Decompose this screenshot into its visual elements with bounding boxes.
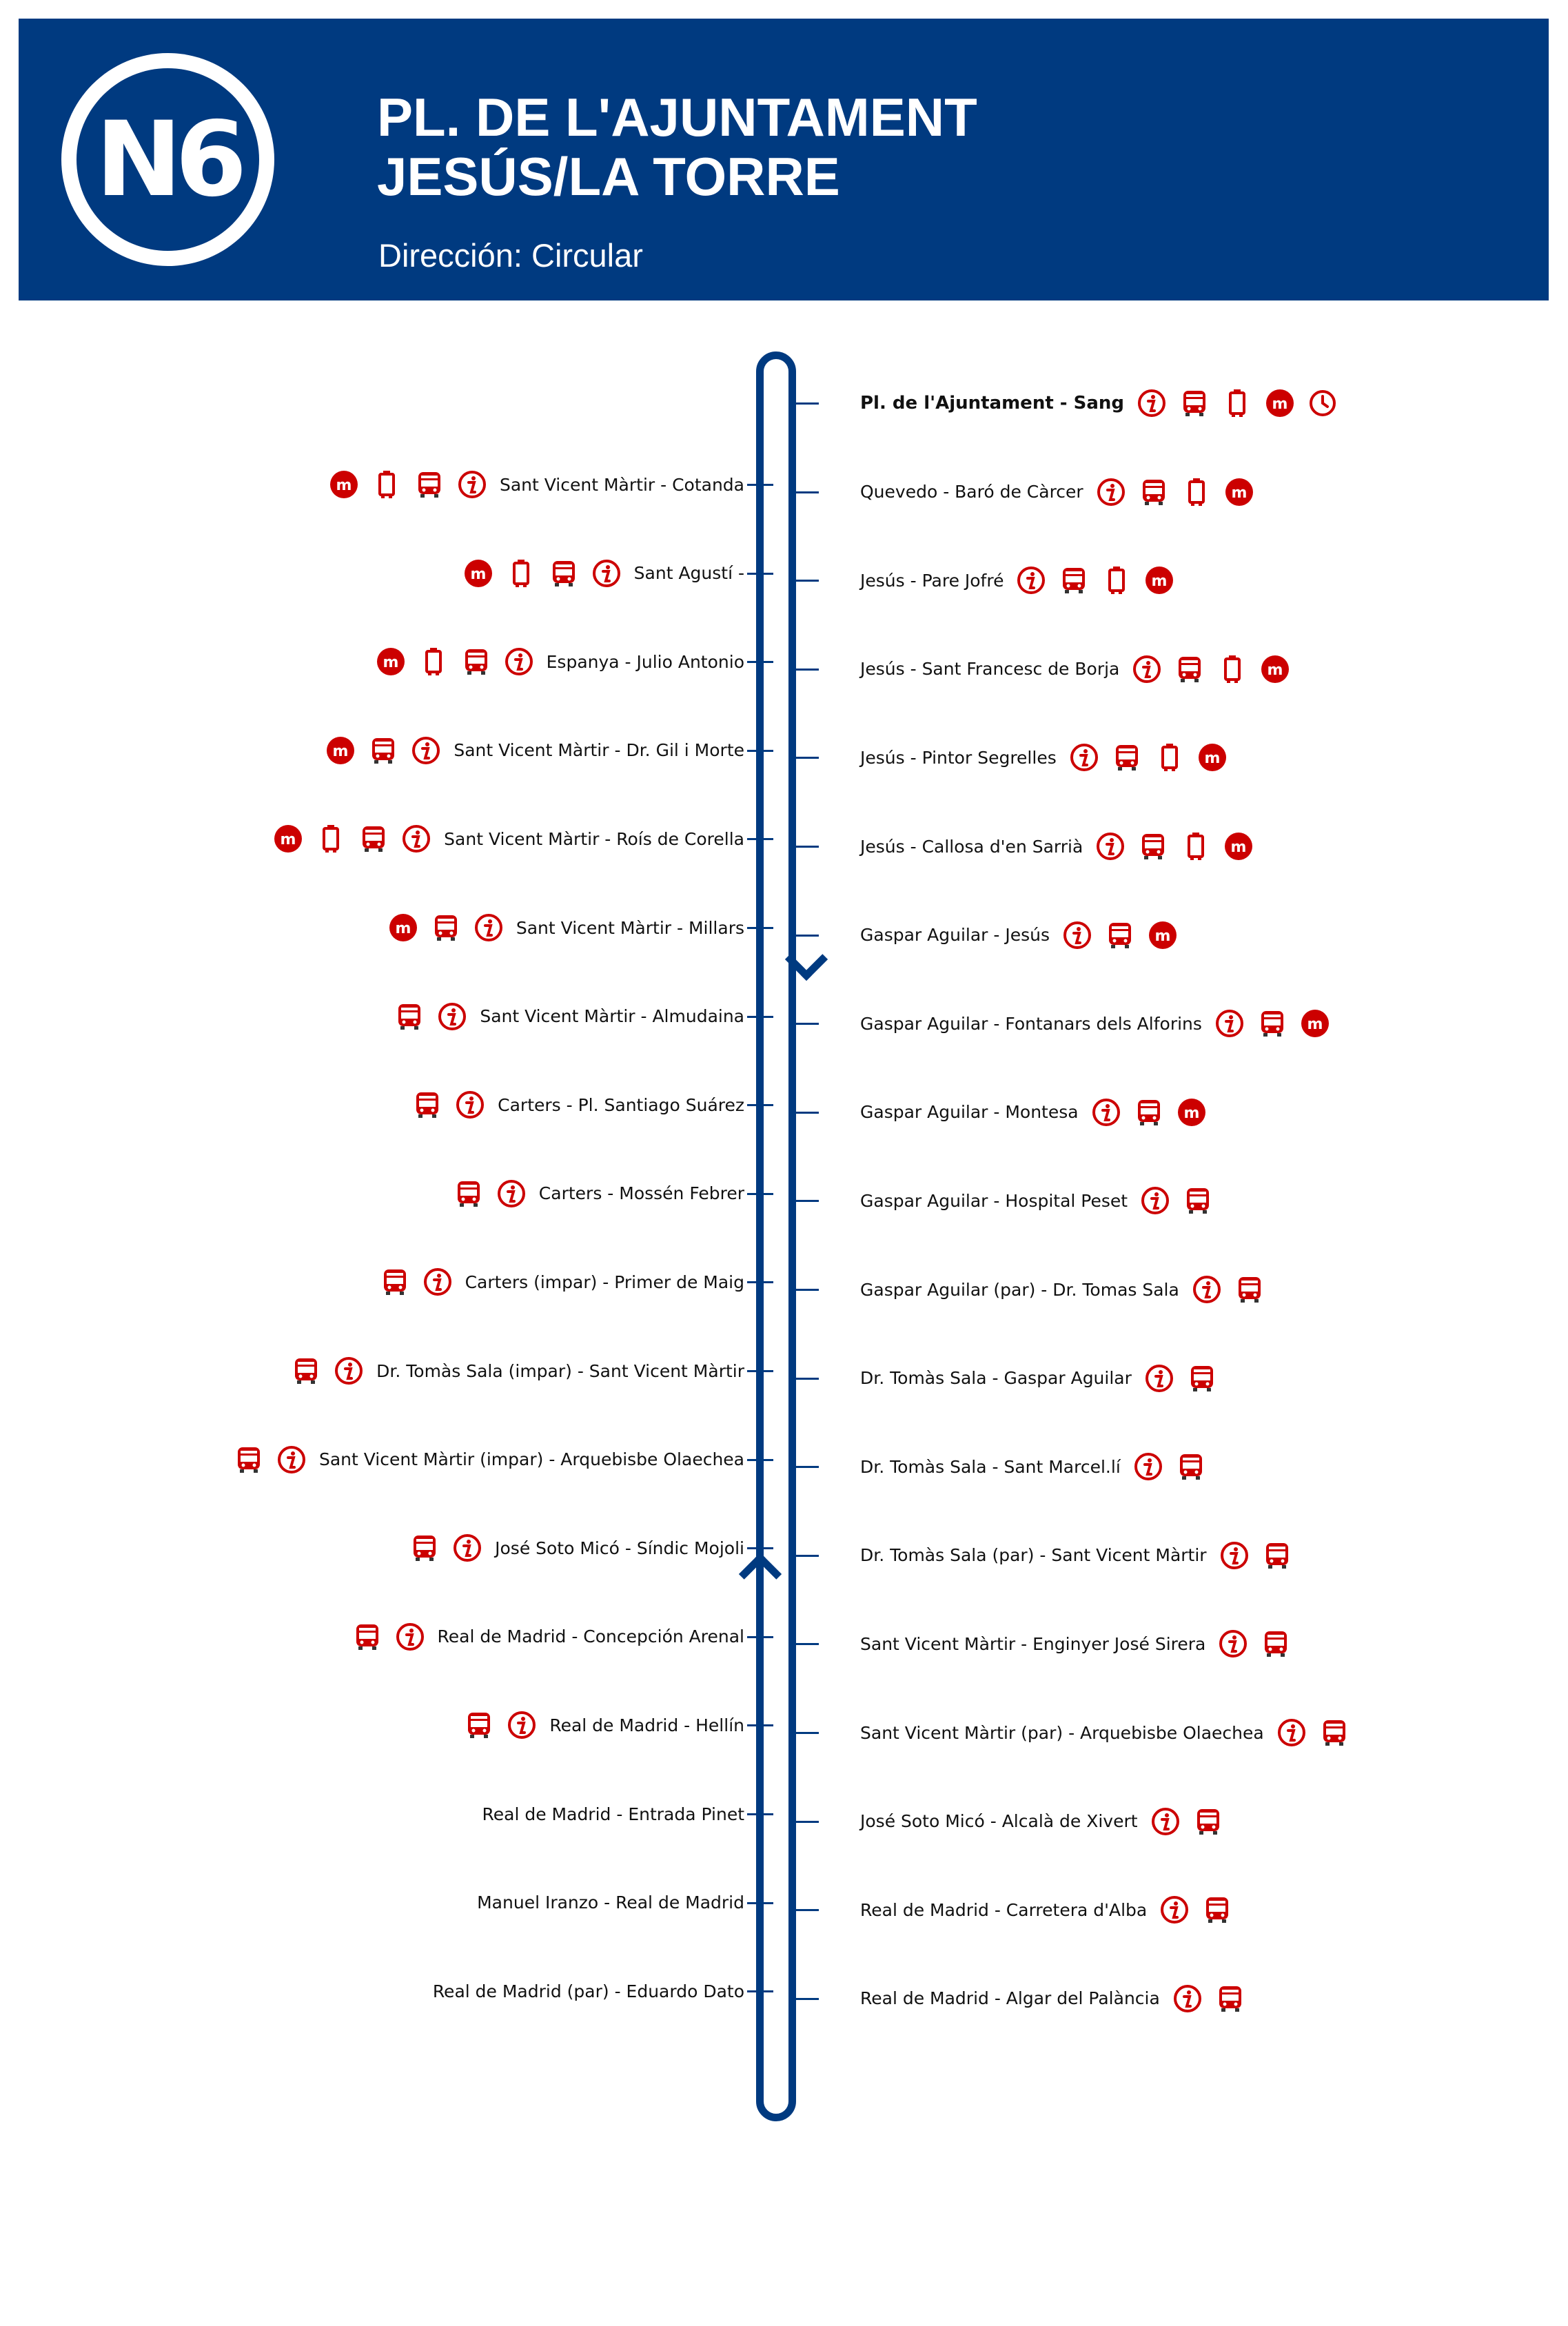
bus-icon — [412, 1090, 442, 1120]
info-icon — [1091, 1097, 1121, 1128]
bus-icon — [1193, 1806, 1223, 1837]
bus-icon — [368, 735, 398, 766]
stop-tick — [747, 1193, 773, 1195]
stop-tick — [747, 1459, 773, 1461]
stop-label: Real de Madrid - Carretera d'Alba — [860, 1899, 1148, 1920]
stop-label: Real de Madrid (par) - Eduardo Dato — [432, 1981, 744, 2001]
stop-tick — [747, 1016, 773, 1018]
metro-icon — [463, 558, 493, 589]
stop-icons — [1159, 1895, 1232, 1925]
bus-icon — [1176, 1451, 1206, 1482]
metro-icon — [273, 824, 303, 854]
line-badge — [61, 53, 274, 266]
stop-icons — [1091, 1097, 1207, 1128]
stop-outbound[interactable] — [860, 1180, 1213, 1221]
stop-outbound[interactable] — [860, 1801, 1223, 1842]
stop-label: Gaspar Aguilar - Jesús — [860, 925, 1050, 946]
stop-outbound[interactable] — [860, 1269, 1265, 1310]
info-icon — [1192, 1274, 1222, 1305]
stop-icons — [234, 1445, 307, 1475]
taxi-icon — [418, 646, 449, 677]
stop-return[interactable] — [376, 641, 744, 682]
stop-icons — [1062, 920, 1178, 950]
stop-tick — [793, 1200, 819, 1202]
stop-tick — [793, 402, 819, 405]
stop-tick — [747, 1990, 773, 1992]
route-title-line2: JESÚS/LA TORRE — [377, 146, 840, 207]
stop-label: Gaspar Aguilar - Fontanars dels Alforins — [860, 1013, 1202, 1034]
stop-label: Sant Vicent Màrtir - Roís de Corella — [444, 828, 744, 849]
stop-icons — [1218, 1629, 1291, 1659]
svg-text:m: m — [332, 742, 349, 760]
stop-tick — [747, 1370, 773, 1372]
bus-icon — [461, 646, 491, 677]
info-icon — [1096, 477, 1126, 507]
stop-outbound[interactable] — [860, 1092, 1207, 1133]
stop-icons — [1214, 1008, 1330, 1039]
info-icon — [452, 1533, 482, 1563]
stop-tick — [793, 1289, 819, 1291]
info-icon — [437, 1001, 467, 1032]
stop-label: Sant Vicent Màrtir - Almudaina — [480, 1006, 744, 1027]
metro-icon — [1144, 565, 1174, 595]
metro-icon — [1300, 1008, 1330, 1039]
route-title-line1: PL. DE L'AJUNTAMENT — [377, 87, 977, 147]
info-icon — [1069, 742, 1099, 773]
info-icon — [504, 646, 534, 677]
stop-tick — [747, 838, 773, 840]
stop-outbound[interactable] — [860, 649, 1290, 690]
stop-tick — [793, 1555, 819, 1557]
stop-tick — [747, 1813, 773, 1815]
taxi-icon — [506, 558, 536, 589]
stop-icons — [1219, 1540, 1292, 1571]
stop-tick — [793, 757, 819, 759]
stop-label: Sant Vicent Màrtir (par) - Arquebisbe Olaechea — [860, 1722, 1264, 1743]
info-icon — [1159, 1895, 1190, 1925]
stop-tick — [747, 573, 773, 575]
stop-outbound[interactable] — [860, 826, 1254, 867]
stop-label: Jesús - Callosa d'en Sarrià — [860, 836, 1083, 857]
stop-label: Jesús - Sant Francesc de Borja — [860, 659, 1120, 680]
bus-icon — [1215, 1983, 1245, 2014]
bus-icon — [358, 824, 389, 854]
stop-outbound[interactable] — [860, 471, 1254, 513]
bus-icon — [1257, 1008, 1287, 1039]
bus-icon — [234, 1445, 264, 1475]
bus-icon — [1187, 1363, 1217, 1394]
metro-icon — [1148, 920, 1178, 950]
info-icon — [276, 1445, 307, 1475]
taxi-icon — [1222, 388, 1252, 418]
stop-outbound[interactable] — [860, 382, 1338, 424]
stop-icons — [1133, 1451, 1206, 1482]
stop-return[interactable] — [352, 1616, 745, 1657]
stop-outbound[interactable] — [860, 1003, 1330, 1044]
stop-outbound[interactable] — [860, 1535, 1292, 1576]
stop-icons — [1276, 1717, 1350, 1748]
line-badge-label: N6 — [77, 68, 259, 251]
bus-icon — [1234, 1274, 1265, 1305]
stop-icons — [376, 646, 534, 677]
stop-label: Real de Madrid - Entrada Pinet — [482, 1804, 744, 1824]
stop-label: Carters (impar) - Primer de Maig — [465, 1272, 744, 1292]
bus-icon — [454, 1179, 484, 1209]
stop-return[interactable] — [463, 553, 744, 594]
stop-return[interactable] — [409, 1527, 744, 1569]
stop-tick — [793, 1732, 819, 1734]
stop-label: Carters - Mossén Febrer — [538, 1183, 744, 1204]
info-icon — [1276, 1717, 1307, 1748]
stop-icons — [325, 735, 441, 766]
metro-icon — [1197, 742, 1228, 773]
svg-text:m: m — [1183, 1104, 1200, 1122]
bus-icon — [1134, 1097, 1164, 1128]
info-icon — [474, 912, 504, 943]
stop-tick — [793, 491, 819, 493]
info-icon — [395, 1622, 425, 1652]
stop-icons — [464, 1710, 537, 1740]
stop-return[interactable] — [380, 1261, 744, 1303]
stop-icons — [1144, 1363, 1217, 1394]
info-icon — [1218, 1629, 1248, 1659]
stop-tick — [747, 1636, 773, 1638]
stop-icons — [1150, 1806, 1223, 1837]
stop-return[interactable] — [465, 1882, 744, 1924]
stop-icons — [1140, 1185, 1213, 1216]
stop-tick — [793, 1998, 819, 2000]
stop-tick — [747, 927, 773, 929]
bus-icon — [1262, 1540, 1292, 1571]
stop-tick — [793, 669, 819, 671]
bus-icon — [1202, 1895, 1232, 1925]
route-direction: Dirección: Circular — [378, 237, 643, 274]
stop-label: Dr. Tomàs Sala (impar) - Sant Vicent Màrtir — [376, 1360, 744, 1381]
stop-label: Manuel Iranzo - Real de Madrid — [477, 1893, 744, 1913]
stop-return[interactable] — [291, 1350, 744, 1391]
taxi-icon — [316, 824, 346, 854]
info-icon — [1150, 1806, 1181, 1837]
stop-return[interactable] — [394, 996, 744, 1037]
stop-tick — [747, 1547, 773, 1549]
info-icon — [1016, 565, 1046, 595]
stop-label: Dr. Tomàs Sala (par) - Sant Vicent Màrtir — [860, 1545, 1207, 1566]
bus-icon — [431, 912, 461, 943]
stop-icons — [388, 912, 504, 943]
bus-icon — [1139, 477, 1169, 507]
stop-label: José Soto Micó - Alcalà de Xivert — [860, 1811, 1138, 1832]
svg-text:m: m — [395, 920, 411, 937]
bus-icon — [409, 1533, 440, 1563]
stop-label: Gaspar Aguilar (par) - Dr. Tomas Sala — [860, 1279, 1179, 1300]
svg-text:m: m — [383, 654, 399, 672]
stop-icons — [1137, 388, 1338, 418]
metro-icon — [1223, 831, 1254, 861]
stop-outbound[interactable] — [860, 737, 1228, 778]
stop-icons — [463, 558, 622, 589]
metro-icon — [1260, 654, 1290, 684]
stop-icons — [329, 469, 487, 500]
svg-text:m: m — [336, 477, 352, 494]
taxi-icon — [371, 469, 402, 500]
stop-return[interactable] — [464, 1704, 744, 1746]
svg-text:m: m — [1267, 661, 1283, 679]
stop-tick — [793, 1643, 819, 1645]
info-icon — [401, 824, 431, 854]
svg-text:m: m — [1231, 484, 1248, 502]
stop-icons — [291, 1356, 364, 1386]
stop-outbound[interactable] — [860, 1623, 1291, 1664]
svg-text:m: m — [1272, 396, 1288, 413]
stop-return[interactable] — [412, 1084, 744, 1125]
svg-text:m: m — [280, 831, 296, 849]
bus-icon — [1319, 1717, 1350, 1748]
bus-icon — [1059, 565, 1089, 595]
metro-icon — [329, 469, 359, 500]
stop-icons — [1096, 477, 1254, 507]
stop-label: Pl. de l'Ajuntament - Sang — [860, 393, 1125, 414]
stop-icons — [1132, 654, 1290, 684]
svg-text:m: m — [1152, 573, 1168, 591]
stop-label: Jesús - Pare Jofré — [860, 570, 1004, 591]
route-line — [756, 351, 796, 2121]
stop-return[interactable] — [420, 1970, 744, 2012]
stop-label: Gaspar Aguilar - Montesa — [860, 1102, 1079, 1123]
metro-icon — [1265, 388, 1295, 418]
stop-tick — [793, 1112, 819, 1114]
svg-text:m: m — [1204, 750, 1221, 768]
stop-label: Sant Agustí - — [633, 563, 744, 584]
stop-tick — [793, 935, 819, 937]
taxi-icon — [1181, 477, 1212, 507]
stop-return[interactable] — [234, 1439, 744, 1480]
stop-tick — [747, 1281, 773, 1283]
bus-icon — [352, 1622, 383, 1652]
stop-outbound[interactable] — [860, 1978, 1245, 2019]
clock-icon — [1307, 388, 1338, 418]
stop-tick — [793, 1821, 819, 1823]
info-icon — [1219, 1540, 1250, 1571]
stop-return[interactable] — [273, 818, 744, 859]
stop-icons — [1172, 1983, 1245, 2014]
metro-icon — [1224, 477, 1254, 507]
metro-icon — [325, 735, 356, 766]
metro-icon — [388, 912, 418, 943]
stop-icons — [1095, 831, 1254, 861]
info-icon — [455, 1090, 485, 1120]
stop-outbound[interactable] — [860, 1446, 1206, 1487]
stop-return[interactable] — [388, 907, 744, 948]
bus-icon — [1138, 831, 1168, 861]
info-icon — [1137, 388, 1167, 418]
stop-label: Sant Vicent Màrtir - Millars — [516, 917, 744, 938]
stop-icons — [454, 1179, 527, 1209]
stop-label: Real de Madrid - Hellín — [549, 1715, 744, 1735]
bus-icon — [1183, 1185, 1213, 1216]
svg-text:m: m — [1230, 839, 1247, 856]
stop-label: Sant Vicent Màrtir (impar) - Arquebisbe Olaechea — [318, 1449, 744, 1470]
stop-icons — [1192, 1274, 1265, 1305]
stop-return[interactable] — [454, 1173, 744, 1214]
stop-icons — [409, 1533, 482, 1563]
stop-label: Dr. Tomàs Sala - Gaspar Aguilar — [860, 1368, 1132, 1389]
stop-outbound[interactable] — [860, 560, 1174, 601]
stop-label: Sant Vicent Màrtir - Cotanda — [499, 474, 744, 495]
stop-outbound[interactable] — [860, 1712, 1350, 1753]
info-icon — [591, 558, 622, 589]
info-icon — [496, 1179, 527, 1209]
stop-return[interactable] — [329, 464, 744, 505]
stop-tick — [747, 661, 773, 663]
stop-label: Real de Madrid - Algar del Palància — [860, 1988, 1160, 2009]
bus-icon — [1261, 1629, 1291, 1659]
bus-icon — [291, 1356, 321, 1386]
stop-tick — [747, 484, 773, 486]
stop-tick — [747, 1902, 773, 1904]
stop-tick — [747, 750, 773, 752]
info-icon — [411, 735, 441, 766]
stop-icons — [380, 1267, 453, 1297]
stop-tick — [793, 1378, 819, 1380]
stop-label: José Soto Micó - Síndic Mojoli — [495, 1538, 744, 1558]
bus-icon — [380, 1267, 410, 1297]
info-icon — [1144, 1363, 1174, 1394]
stop-tick — [793, 1466, 819, 1468]
taxi-icon — [1101, 565, 1132, 595]
route-title — [377, 88, 977, 206]
stop-icons — [1069, 742, 1228, 773]
stop-tick — [747, 1724, 773, 1726]
info-icon — [1172, 1983, 1203, 2014]
info-icon — [1062, 920, 1092, 950]
stop-tick — [793, 1023, 819, 1025]
stop-outbound[interactable] — [860, 1889, 1232, 1930]
svg-text:m: m — [1307, 1016, 1323, 1034]
info-icon — [1133, 1451, 1163, 1482]
stop-icons — [412, 1090, 485, 1120]
stop-tick — [747, 1104, 773, 1106]
svg-text:m: m — [470, 565, 487, 583]
stop-label: Sant Vicent Màrtir - Enginyer José Sirera — [860, 1633, 1206, 1654]
bus-icon — [1179, 388, 1210, 418]
info-icon — [334, 1356, 364, 1386]
taxi-icon — [1154, 742, 1185, 773]
bus-icon — [549, 558, 579, 589]
info-icon — [1132, 654, 1162, 684]
svg-text:m: m — [1154, 927, 1171, 945]
info-icon — [457, 469, 487, 500]
stop-icons — [352, 1622, 425, 1652]
stop-outbound[interactable] — [860, 1358, 1217, 1399]
stop-icons — [394, 1001, 467, 1032]
route-header — [19, 19, 1549, 300]
bus-icon — [1174, 654, 1205, 684]
taxi-icon — [1217, 654, 1248, 684]
stop-label: Espanya - Julio Antonio — [546, 651, 744, 672]
stop-return[interactable] — [470, 1793, 744, 1835]
stop-label: Sant Vicent Màrtir - Dr. Gil i Morte — [454, 740, 744, 761]
stop-label: Dr. Tomàs Sala - Sant Marcel.lí — [860, 1456, 1121, 1477]
bus-icon — [414, 469, 445, 500]
metro-icon — [1177, 1097, 1207, 1128]
stop-tick — [793, 846, 819, 848]
metro-icon — [376, 646, 406, 677]
info-icon — [422, 1267, 453, 1297]
bus-icon — [464, 1710, 494, 1740]
stop-icons — [273, 824, 431, 854]
stop-tick — [793, 580, 819, 582]
stop-outbound[interactable] — [860, 915, 1178, 956]
info-icon — [1214, 1008, 1245, 1039]
stop-icons — [1016, 565, 1174, 595]
bus-icon — [394, 1001, 425, 1032]
stop-return[interactable] — [325, 730, 744, 771]
stop-label: Carters - Pl. Santiago Suárez — [498, 1094, 744, 1115]
info-icon — [1140, 1185, 1170, 1216]
stop-label: Gaspar Aguilar - Hospital Peset — [860, 1190, 1128, 1211]
bus-icon — [1112, 742, 1142, 773]
stop-label: Jesús - Pintor Segrelles — [860, 747, 1057, 768]
stop-tick — [793, 1909, 819, 1911]
info-icon — [507, 1710, 537, 1740]
stop-label: Quevedo - Baró de Càrcer — [860, 482, 1083, 502]
bus-icon — [1105, 920, 1135, 950]
info-icon — [1095, 831, 1126, 861]
stop-label: Real de Madrid - Concepción Arenal — [437, 1626, 744, 1647]
taxi-icon — [1181, 831, 1211, 861]
